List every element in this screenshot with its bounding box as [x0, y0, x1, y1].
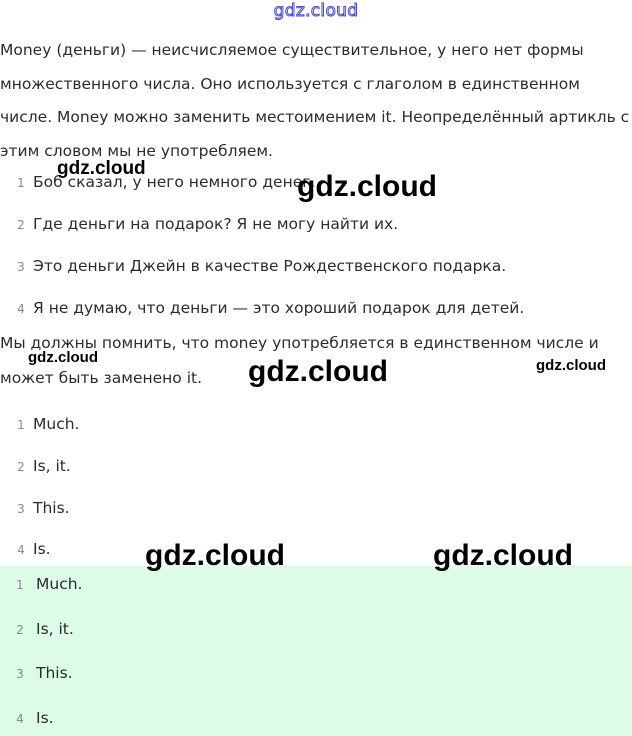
- list-item: Is.: [33, 540, 51, 558]
- list-item-number: 3: [17, 260, 25, 274]
- watermark: gdz.cloud: [536, 357, 606, 374]
- top-watermark: gdz.cloud: [273, 1, 359, 21]
- list-item-number: 1: [17, 418, 25, 432]
- answer-item: This.: [36, 664, 73, 682]
- list-item: Is, it.: [33, 457, 71, 475]
- watermark: gdz.cloud: [248, 355, 388, 388]
- watermark: gdz.cloud: [433, 539, 573, 572]
- list-item-number: 2: [17, 460, 25, 474]
- list-item: Это деньги Джейн в качестве Рождественского подарка.: [33, 257, 507, 275]
- list-item-number: 3: [17, 502, 25, 516]
- answer-item-number: 1: [16, 578, 24, 592]
- list-item-number: 4: [17, 302, 25, 316]
- list-item: Где деньги на подарок? Я не могу найти их.: [33, 215, 399, 233]
- watermark: gdz.cloud: [57, 158, 146, 179]
- answer-box: [0, 566, 632, 736]
- answer-item: Is.: [36, 709, 54, 727]
- list-item-number: 1: [17, 176, 25, 190]
- explanation-paragraph-1: Money (деньги) — неисчисляемое существительное, у него нет формы множественного числа. Оно используется с глаголом в единственном числе. Money можно заменить местоимением it. Неопределённый артикль с этим словом мы не употребляем.: [0, 41, 630, 160]
- list-item: Боб сказал, у него немного денег.: [33, 173, 316, 191]
- answer-item: Much.: [36, 575, 83, 593]
- list-item: This.: [33, 499, 70, 517]
- answer-item-number: 4: [16, 712, 24, 726]
- watermark: gdz.cloud: [297, 170, 437, 203]
- watermark: gdz.cloud: [145, 539, 285, 572]
- answer-item-number: 2: [16, 623, 24, 637]
- answer-item: Is, it.: [36, 620, 74, 638]
- list-item-number: 4: [17, 543, 25, 557]
- list-item: Я не думаю, что деньги — это хороший подарок для детей.: [33, 299, 525, 317]
- list-item-number: 2: [17, 218, 25, 232]
- answer-item-number: 3: [16, 667, 24, 681]
- list-item: Much.: [33, 415, 80, 433]
- explanation-paragraph-2: Мы должны помнить, что money употребляется в единственном числе и может быть заменено it.: [0, 334, 599, 387]
- watermark: gdz.cloud: [28, 349, 98, 366]
